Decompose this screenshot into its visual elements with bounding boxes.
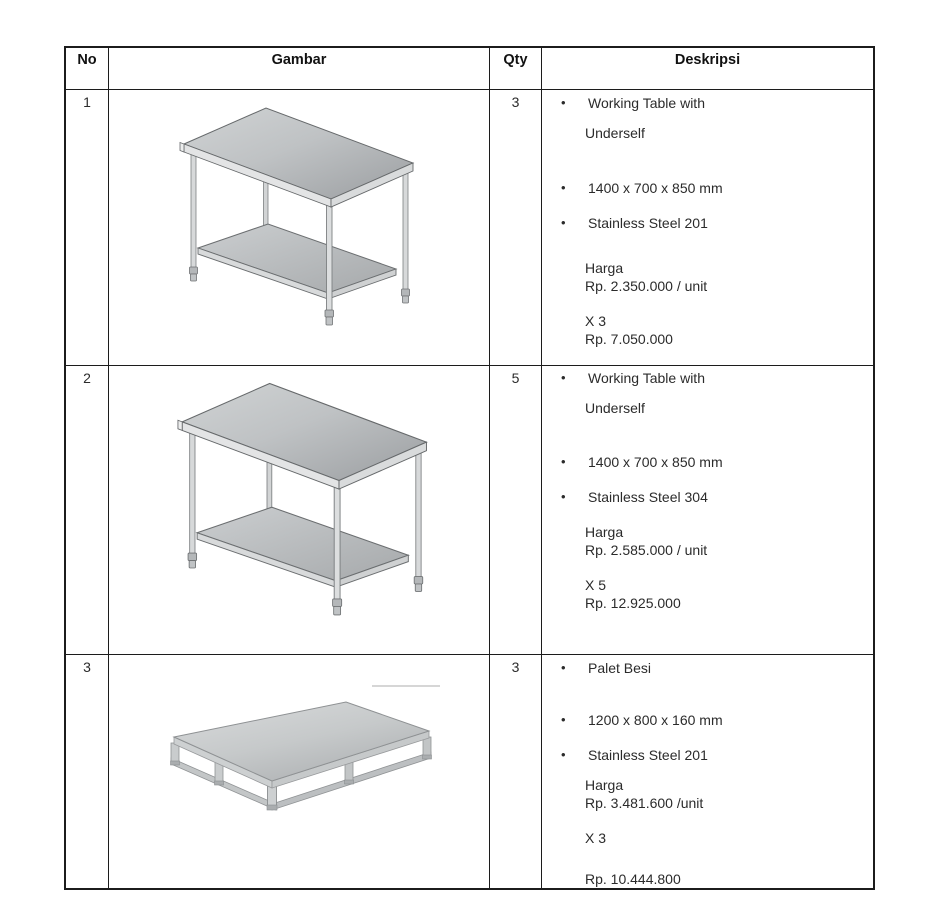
bullet-dot-icon: • [561, 454, 566, 469]
item-name-line1: Palet Besi [588, 660, 652, 676]
item-name-line1: Working Table with [588, 95, 705, 111]
row3-qty: 3 [511, 659, 520, 675]
list-item [558, 711, 861, 729]
item-name-line2: Underself [585, 400, 645, 416]
list-item [558, 746, 861, 764]
item-dimensions: 1400 x 700 x 850 mm [588, 180, 723, 196]
item-dimensions: 1200 x 800 x 160 mm [588, 712, 723, 728]
row1-qty: 3 [511, 94, 520, 110]
header-cell-gambar [109, 48, 490, 90]
list-item [558, 659, 861, 677]
header-deskripsi-label: Deskripsi [674, 52, 741, 68]
palet-besi-illustration [149, 669, 479, 829]
header-no-label: No [77, 52, 97, 68]
row2-gambar-cell [109, 366, 490, 655]
row3-no: 3 [83, 659, 91, 675]
bullet-dot-icon: • [561, 712, 566, 727]
list-item [558, 453, 861, 471]
quantity-multiplier: X 5 [585, 577, 607, 593]
row1-no: 1 [83, 94, 91, 110]
row1-qty-cell [490, 90, 542, 366]
row2-qty-cell [490, 366, 542, 655]
unit-price: Rp. 3.481.600 /unit [585, 795, 704, 811]
total-price: Rp. 7.050.000 [585, 331, 673, 347]
row2-no-cell [66, 366, 109, 655]
working-table-illustration [151, 96, 481, 346]
unit-price: Rp. 2.350.000 / unit [585, 278, 708, 294]
list-item [558, 488, 861, 506]
unit-price: Rp. 2.585.000 / unit [585, 542, 708, 558]
header-cell-no [66, 48, 109, 90]
working-table-illustration [147, 368, 490, 640]
total-price: Rp. 12.925.000 [585, 595, 681, 611]
item-material: Stainless Steel 201 [588, 215, 708, 231]
list-item [558, 94, 861, 112]
harga-label: Harga [585, 777, 624, 793]
quotation-table [64, 46, 875, 890]
bullet-dot-icon: • [561, 180, 566, 195]
item-material: Stainless Steel 304 [588, 489, 708, 505]
row2-qty: 5 [511, 370, 520, 386]
item-name-line1: Working Table with [588, 370, 705, 386]
bullet-dot-icon: • [561, 489, 566, 504]
list-item [558, 369, 861, 387]
header-gambar-label: Gambar [271, 52, 327, 68]
row2-deskripsi-cell [542, 366, 873, 655]
bullet-dot-icon: • [561, 370, 566, 385]
harga-label: Harga [585, 260, 624, 276]
item-dimensions: 1400 x 700 x 850 mm [588, 454, 723, 470]
item-material: Stainless Steel 201 [588, 747, 708, 763]
bullet-dot-icon: • [561, 95, 566, 110]
row3-gambar-cell [109, 655, 490, 888]
item-name-line2: Underself [585, 125, 645, 141]
header-cell-deskripsi [542, 48, 873, 90]
bullet-dot-icon: • [561, 660, 566, 675]
row1-deskripsi-cell [542, 90, 873, 366]
row2-no: 2 [83, 370, 91, 386]
row1-no-cell [66, 90, 109, 366]
header-qty-label: Qty [503, 52, 528, 68]
header-cell-qty [490, 48, 542, 90]
harga-label: Harga [585, 524, 624, 540]
bullet-dot-icon: • [561, 747, 566, 762]
list-item [558, 214, 861, 232]
quantity-multiplier: X 3 [585, 830, 607, 846]
row1-gambar-cell [109, 90, 490, 366]
bullet-dot-icon: • [561, 215, 566, 230]
row3-qty-cell [490, 655, 542, 888]
row3-no-cell [66, 655, 109, 888]
quantity-multiplier: X 3 [585, 313, 607, 329]
total-price: Rp. 10.444.800 [585, 871, 681, 887]
row3-deskripsi-cell [542, 655, 873, 888]
list-item [558, 179, 861, 197]
